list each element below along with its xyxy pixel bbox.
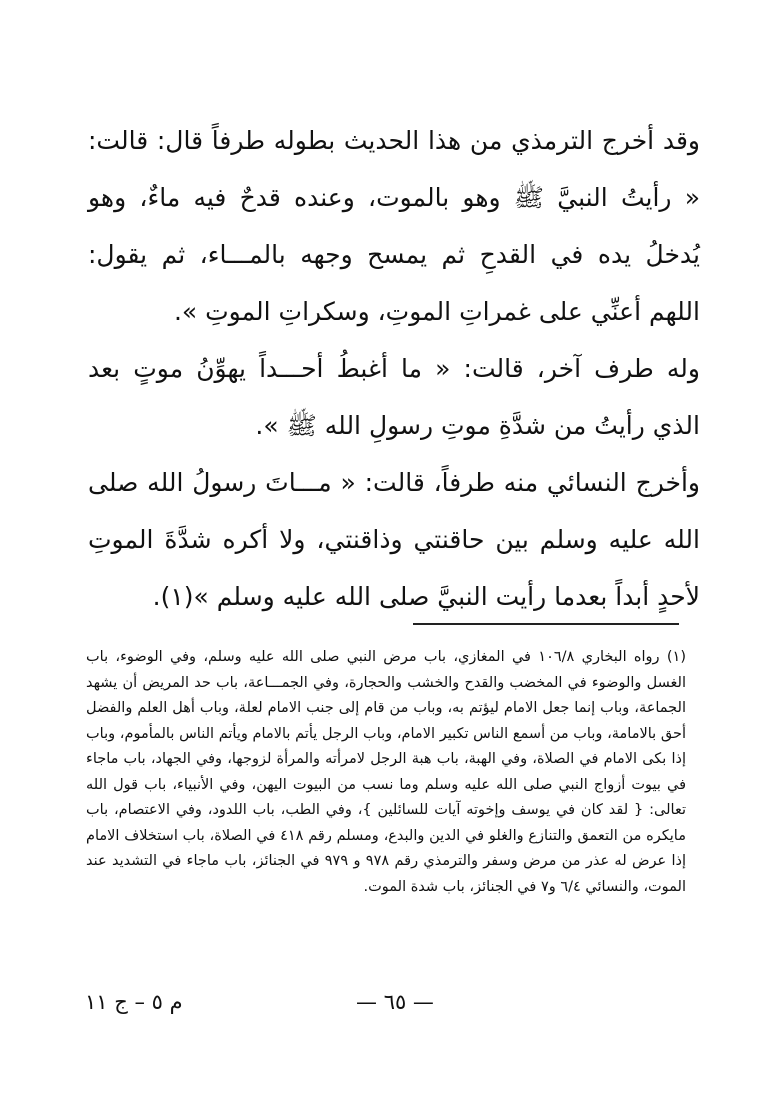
footnote-1: (١) رواه البخاري ١٠٦/٨ في المغازي، باب مرض النبي صلى الله عليه وسلم، وفي الوضوء، باب الغسل والوضوء في المخضب والقدح والخشب والحجارة، وفي الجمـــاعة، باب حد المريض أن يشهد الجماعة، وباب إنما جعل الامام ليؤتم به، وباب من قام إلى جنب الامام لعلة، وباب أهل العلم والفضل أحق بالامامة، وباب من أسمع الناس تكبير الامام، وباب الرجل يأتم بالامام ويأتم الناس بالمأموم، وباب إذا بكى الامام في الصلاة، وفي الهبة، باب هبة الرجل لامرأته والمرأة لزوجها، وفي الجهاد، باب ماجاء في بيوت أزواج النبي صلى الله عليه وسلم وما نسب من البيوت اليهن، وفي الأنبياء، باب قول الله تعالى: { لقد كان في يوسف وإخوته آيات للسائلين }، وفي الطب، باب اللدود، وفي الاعتصام، باب مايكره من التعمق والتنازع والغلو في الدين والبدع، ومسلم رقم ٤١٨ في الصلاة، باب استخلاف الامام إذا عرض له عذر من مرض وسفر والترمذي رقم ٩٧٨ و ٩٧٩ في الجنائز، باب ماجاء في التشديد عند الموت، والنسائي ٦/٤ و٧ في الجنائز، باب شدة الموت. xyxy=(86,649,686,895)
footnotes-section xyxy=(86,645,686,900)
page-footer xyxy=(0,990,767,1030)
main-text xyxy=(88,112,700,625)
page-number: — ٦٥ — xyxy=(356,990,434,1014)
paragraph-nasai: وأخرج النسائي منه طرفاً، قالت: « مـــاتَ رسولُ الله صلى الله عليه وسلم بين حاقنتي وذاقنتي، ولا أكره شدَّةَ الموتِ لأحدٍ أبداً بعدما رأيت النبيَّ صلى الله عليه وسلم »(١). xyxy=(88,468,700,611)
paragraph-tirmidhi: وقد أخرج الترمذي من هذا الحديث بطوله طرفاً قال: قالت: « رأيتُ النبيَّ ﷺ وهو بالموت، وعنده قدحٌ فيه ماءٌ، وهو يُدخلُ يده في القدحِ ثم يمسح وجهه بالمـــاء، ثم يقول: اللهم أعنِّي على غمراتِ الموتِ، وسكراتِ الموتِ ». xyxy=(88,126,700,326)
footnote-divider xyxy=(413,623,679,625)
paragraph-other-narration: وله طرف آخر، قالت: « ما أغبطُ أحـــداً يهوِّنُ موتٍ بعد الذي رأيتُ من شدَّةِ موتِ رسولِ الله ﷺ ». xyxy=(88,354,700,440)
signature-mark: م ٥ – ج ١١ xyxy=(85,990,183,1014)
